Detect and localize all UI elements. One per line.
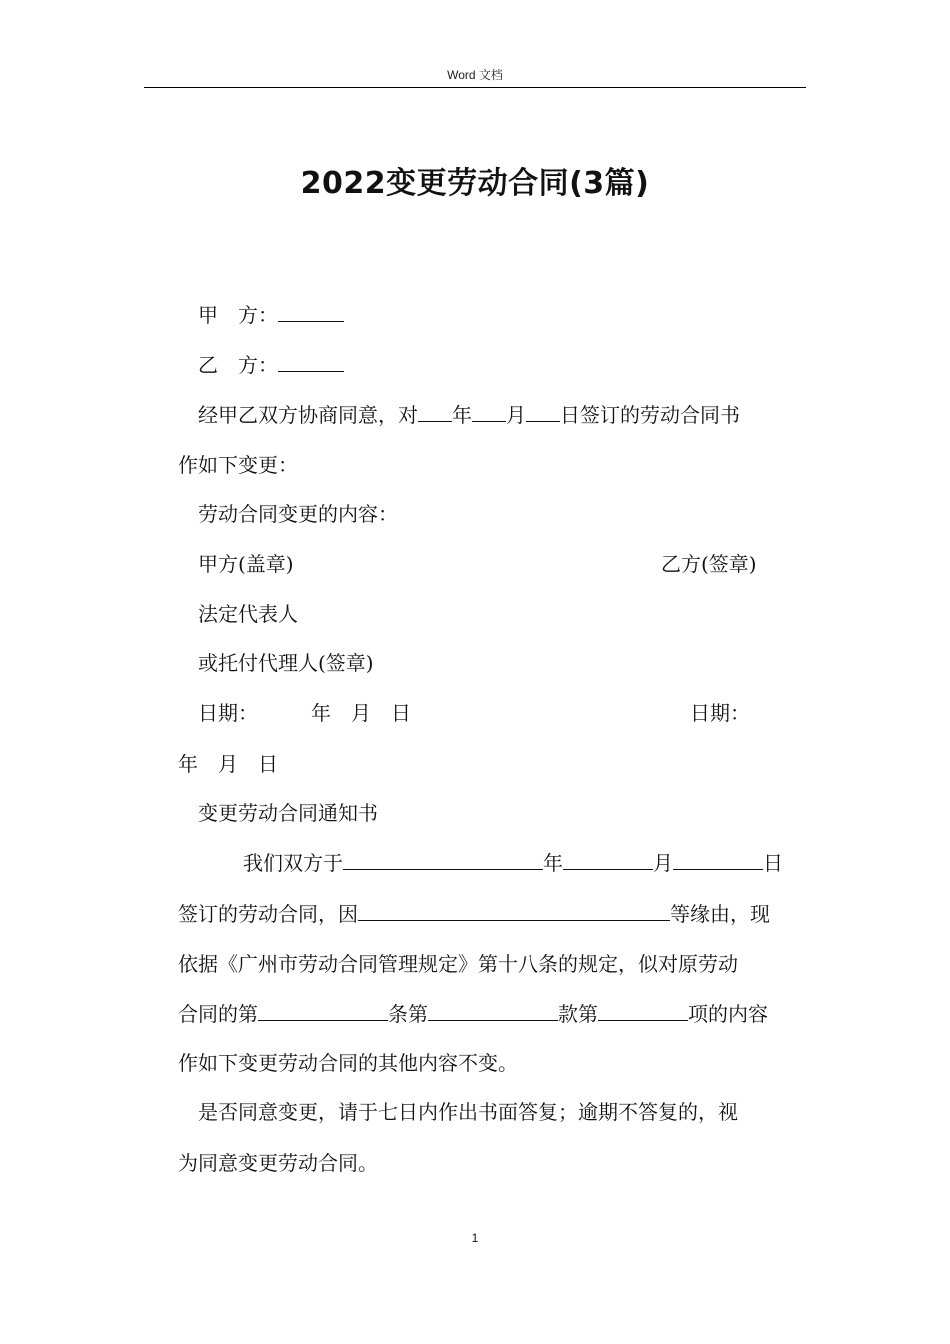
date-label-a: 日期： xyxy=(198,701,258,725)
date-ymd-a: 年 月 日 xyxy=(311,701,411,725)
notice-line-6: 是否同意变更，请于七日内作出书面答复；逾期不答复的，视 xyxy=(198,1100,738,1124)
notice-line-5: 作如下变更劳动合同的其他内容不变。 xyxy=(178,1051,518,1075)
agent-signature: 或托付代理人(签章) xyxy=(198,651,374,675)
notice-month: 月 xyxy=(653,851,673,875)
party-a-line xyxy=(198,301,344,329)
intro-line-2: 作如下变更： xyxy=(178,453,298,477)
intro-line-1 xyxy=(198,401,740,429)
notice-reason-blank[interactable] xyxy=(358,900,670,921)
intro-day: 日签订的劳动合同书 xyxy=(560,403,740,427)
notice-text: 合同的第 xyxy=(178,1002,258,1026)
notice-line-2 xyxy=(178,900,770,928)
document-title: 2022变更劳动合同(3篇) xyxy=(300,166,650,201)
notice-text: 我们双方于 xyxy=(243,851,343,875)
date-ymd-b: 年 月 日 xyxy=(178,752,278,776)
notice-line-1 xyxy=(243,849,783,877)
notice-day-blank[interactable] xyxy=(673,849,763,870)
party-a-label: 甲 方： xyxy=(198,303,278,327)
legal-representative: 法定代表人 xyxy=(198,602,298,626)
notice-month-blank[interactable] xyxy=(563,849,653,870)
intro-month: 月 xyxy=(506,403,526,427)
notice-text: 项的内容 xyxy=(688,1002,768,1026)
party-a-blank[interactable] xyxy=(278,301,344,322)
party-b-blank[interactable] xyxy=(278,351,344,372)
notice-year-blank[interactable] xyxy=(343,849,543,870)
page-number: 1 xyxy=(471,1231,479,1245)
intro-year: 年 xyxy=(452,403,472,427)
content-label: 劳动合同变更的内容： xyxy=(198,502,398,526)
notice-line-3: 依据《广州市劳动合同管理规定》第十八条的规定，似对原劳动 xyxy=(178,952,738,976)
notice-text: 签订的劳动合同，因 xyxy=(178,902,358,926)
notice-line-4 xyxy=(178,1000,768,1028)
date-label-b: 日期： xyxy=(690,701,750,725)
party-a-seal: 甲方(盖章) xyxy=(198,552,294,576)
notice-text: 款第 xyxy=(558,1002,598,1026)
header-rule xyxy=(144,87,806,88)
intro-day-blank[interactable] xyxy=(526,401,560,422)
intro-text: 经甲乙双方协商同意，对 xyxy=(198,403,418,427)
party-b-line xyxy=(198,351,344,379)
notice-clause-blank[interactable] xyxy=(428,1000,558,1021)
notice-day: 日 xyxy=(763,851,783,875)
intro-month-blank[interactable] xyxy=(472,401,506,422)
notice-text: 等缘由，现 xyxy=(670,902,770,926)
notice-year: 年 xyxy=(543,851,563,875)
notice-text: 条第 xyxy=(388,1002,428,1026)
notice-title: 变更劳动合同通知书 xyxy=(198,801,378,825)
page-header: Word 文档 xyxy=(447,68,503,82)
intro-year-blank[interactable] xyxy=(418,401,452,422)
notice-item-blank[interactable] xyxy=(598,1000,688,1021)
party-b-label: 乙 方： xyxy=(198,353,278,377)
notice-article-blank[interactable] xyxy=(258,1000,388,1021)
party-b-seal: 乙方(签章) xyxy=(661,552,757,576)
notice-line-7: 为同意变更劳动合同。 xyxy=(178,1151,378,1175)
